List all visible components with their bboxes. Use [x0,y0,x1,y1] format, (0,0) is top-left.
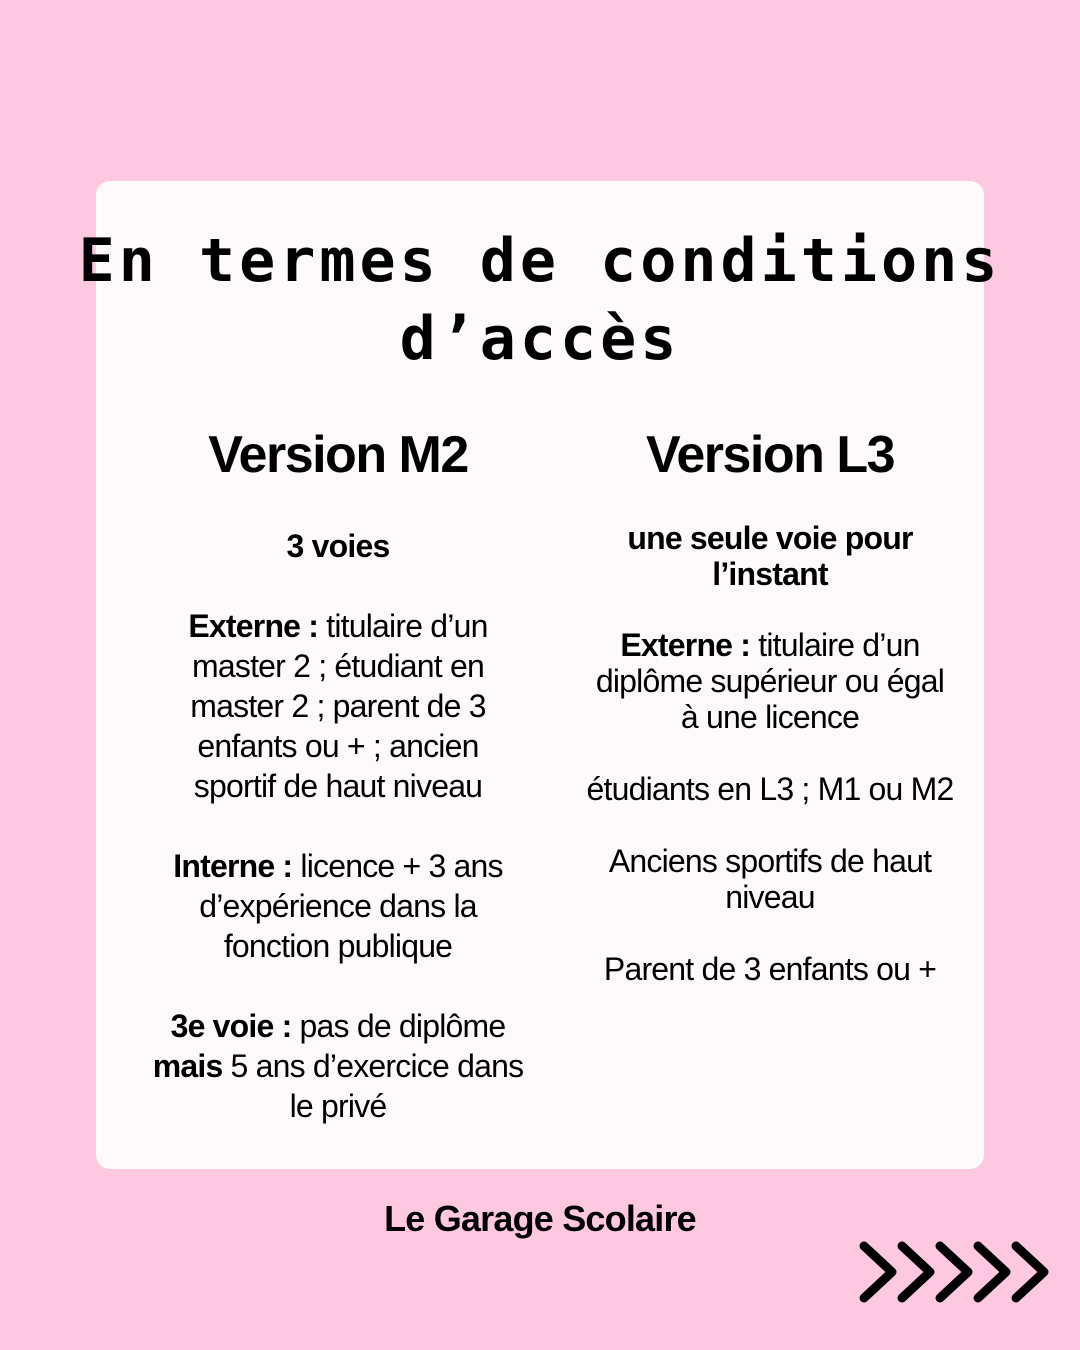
text-span: licence + 3 ans [292,848,503,884]
paragraph-line [128,606,548,646]
label-mais: mais [152,1048,223,1084]
subheading-line: une seule voie pour [627,520,913,556]
paragraph-line: diplôme supérieur ou égal [595,663,945,699]
paragraph-line [128,1046,548,1086]
paragraph-line: enfants ou + ; ancien [197,728,479,764]
subheading-3-voies: 3 voies [286,528,390,564]
paragraph-line: Anciens sportifs de haut [608,843,932,879]
paragraph-line: master 2 ; étudiant en [192,648,484,684]
paragraph-sportifs-l3 [560,843,980,915]
paragraph-line: d’expérience dans la [199,888,477,924]
heading-version-m2: Version M2 [208,426,468,484]
paragraph-line: sportif de haut niveau [193,768,483,804]
label-3e-voie: 3e voie : [170,1008,292,1044]
paragraph-line: niveau [725,879,815,915]
page-title-line-1: En termes de conditions [78,226,1002,296]
page-title [0,222,1080,378]
paragraph-parent-l3: Parent de 3 enfants ou + [603,951,937,987]
paragraph-interne-m2 [128,846,548,966]
paragraph-etudiants-l3: étudiants en L3 ; M1 ou M2 [586,771,954,807]
label-externe: Externe : [188,608,319,644]
page-title-line-2: d’accès [399,304,681,374]
text-span: 5 ans d’exercice dans [222,1048,524,1084]
text-span: titulaire d’un [318,608,488,644]
label-externe: Externe : [620,627,751,663]
label-interne: Interne : [173,848,293,884]
paragraph-3e-voie-m2 [128,1006,548,1126]
subheading-une-seule-voie [560,520,980,592]
chevrons-right-icon[interactable] [856,1238,1052,1306]
brand-footer: Le Garage Scolaire [384,1198,696,1239]
paragraph-line: fonction publique [223,928,453,964]
text-span: titulaire d’un [750,627,920,663]
paragraph-line [128,846,548,886]
paragraph-line: à une licence [680,699,860,735]
paragraph-externe-l3 [560,627,980,735]
paragraph-line: le privé [289,1088,387,1124]
heading-version-l3: Version L3 [646,426,894,484]
text-span: pas de diplôme [291,1008,506,1044]
subheading-line: l’instant [712,556,828,592]
paragraph-line [128,1006,548,1046]
paragraph-line [560,627,980,663]
paragraph-externe-m2 [128,606,548,806]
paragraph-line: master 2 ; parent de 3 [190,688,486,724]
